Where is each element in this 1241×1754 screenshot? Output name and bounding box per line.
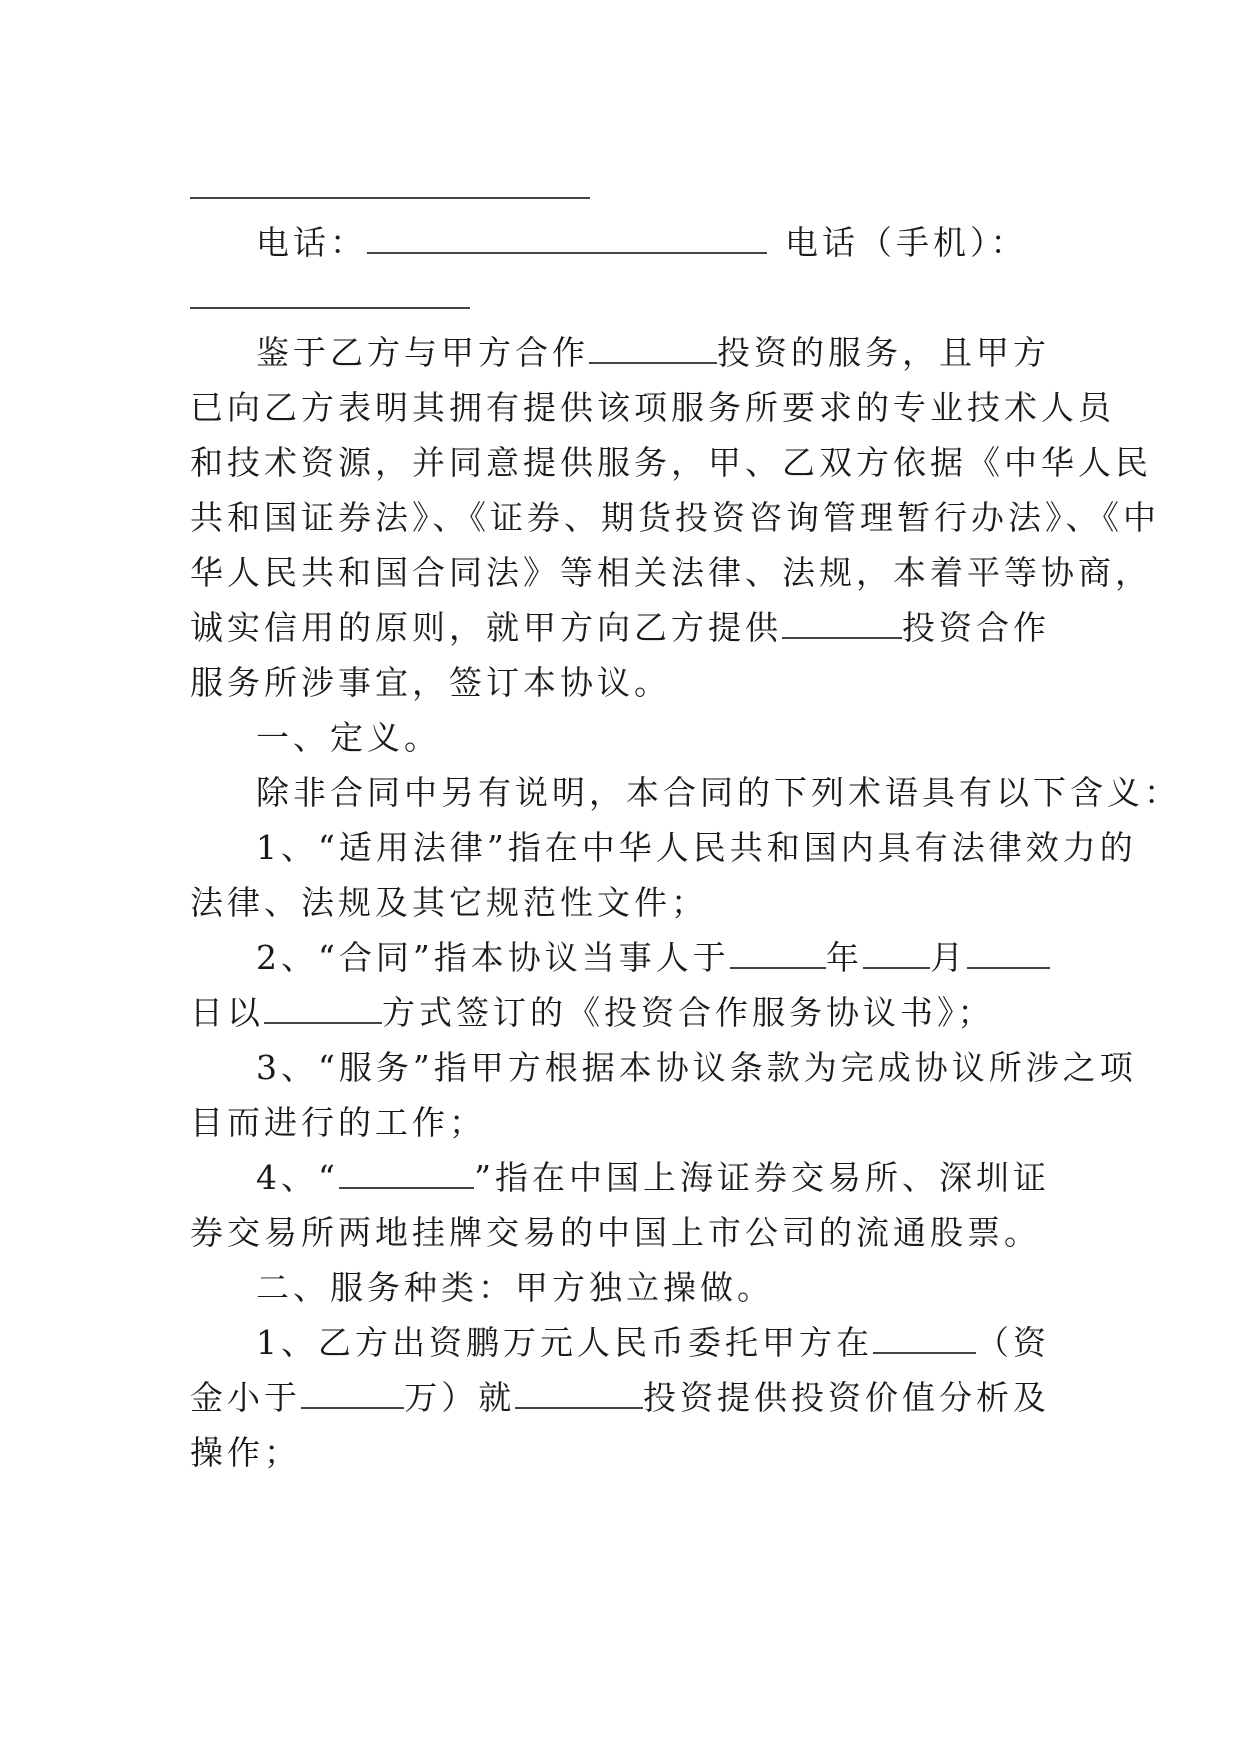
- service-text: 金小于: [190, 1378, 301, 1417]
- day-blank[interactable]: [967, 937, 1050, 969]
- mobile-blank-line: [190, 270, 1050, 325]
- blank-field[interactable]: [190, 167, 590, 199]
- service-text: （资: [976, 1323, 1050, 1362]
- definition-3-line-2: 目而进行的工作；: [190, 1103, 486, 1142]
- top-blank-line: [190, 160, 1050, 215]
- preamble-line-4: 共和国证券法》、《证券、期货投资咨询管理暂行办法》、《中: [190, 498, 1160, 537]
- service-1-line-3: 操作；: [190, 1433, 301, 1472]
- phone-line: [190, 215, 1050, 270]
- service-blank[interactable]: [782, 607, 902, 639]
- term-blank[interactable]: [339, 1157, 474, 1189]
- phone-label: 电话：: [256, 223, 367, 262]
- definition-text: 2、“合同”指本协议当事人于: [256, 938, 730, 977]
- definition-text: 方式签订的《投资合作服务协议书》；: [382, 993, 995, 1032]
- service-1-line-1: [190, 1315, 1050, 1370]
- preamble-line-3: 和技术资源，并同意提供服务，甲、乙双方依据《中华人民: [190, 443, 1152, 482]
- preamble-line-2: 已向乙方表明其拥有提供该项服务所要求的专业技术人员: [190, 388, 1115, 427]
- location-blank[interactable]: [873, 1322, 976, 1354]
- preamble-line-5: 华人民共和国合同法》等相关法律、法规，本着平等协商，: [190, 553, 1152, 592]
- definition-text: ”指在中国上海证券交易所、深圳证: [474, 1158, 1050, 1197]
- definition-2-line-2: [190, 985, 1050, 1040]
- definition-text: 4、“: [256, 1158, 339, 1197]
- mobile-label: 电话（手机）：: [785, 223, 1028, 262]
- preamble-text: 投资合作: [902, 608, 1050, 647]
- definition-3-line-1: 3、“服务”指甲方根据本协议条款为完成协议所涉之项: [256, 1048, 1137, 1087]
- section-1-intro: 除非合同中另有说明，本合同的下列术语具有以下含义：: [256, 773, 1181, 812]
- cooperation-blank[interactable]: [589, 332, 717, 364]
- service-text: 万）就: [404, 1378, 516, 1417]
- definition-1-line-1: 1、“适用法律”指在中华人民共和国内具有法律效力的: [256, 828, 1137, 867]
- definition-4-line-1: [190, 1150, 1050, 1205]
- preamble-line-7: 服务所涉事宜，签订本协议。: [190, 663, 671, 702]
- year-blank[interactable]: [730, 937, 826, 969]
- definition-4-line-2: 券交易所两地挂牌交易的中国上市公司的流通股票。: [190, 1213, 1041, 1252]
- mobile-blank[interactable]: [190, 277, 470, 309]
- phone-blank[interactable]: [367, 222, 767, 254]
- service-text: 1、乙方出资鹏万元人民币委托甲方在: [256, 1323, 873, 1362]
- service-1-line-2: [190, 1370, 1050, 1425]
- service-text: 投资提供投资价值分析及: [643, 1378, 1050, 1417]
- method-blank[interactable]: [264, 992, 382, 1024]
- definition-text: 年: [825, 938, 863, 977]
- investment-blank[interactable]: [515, 1377, 643, 1409]
- definition-text: 日以: [190, 993, 264, 1032]
- preamble-text: 投资的服务，且甲方: [717, 333, 1050, 372]
- amount-blank[interactable]: [301, 1377, 404, 1409]
- definition-1-line-2: 法律、法规及其它规范性文件；: [190, 883, 708, 922]
- document-page: [190, 160, 1181, 1480]
- section-1-title: 一、定义。: [256, 718, 441, 757]
- preamble-line-6: [190, 600, 1050, 655]
- preamble-line-1: [190, 325, 1050, 380]
- month-blank[interactable]: [863, 937, 930, 969]
- definition-2-line-1: [190, 930, 1050, 985]
- preamble-text: 诚实信用的原则，就甲方向乙方提供: [190, 608, 782, 647]
- preamble-text: 鉴于乙方与甲方合作: [256, 333, 589, 372]
- section-2-title: 二、服务种类：甲方独立操做。: [256, 1268, 774, 1307]
- definition-text: 月: [930, 938, 968, 977]
